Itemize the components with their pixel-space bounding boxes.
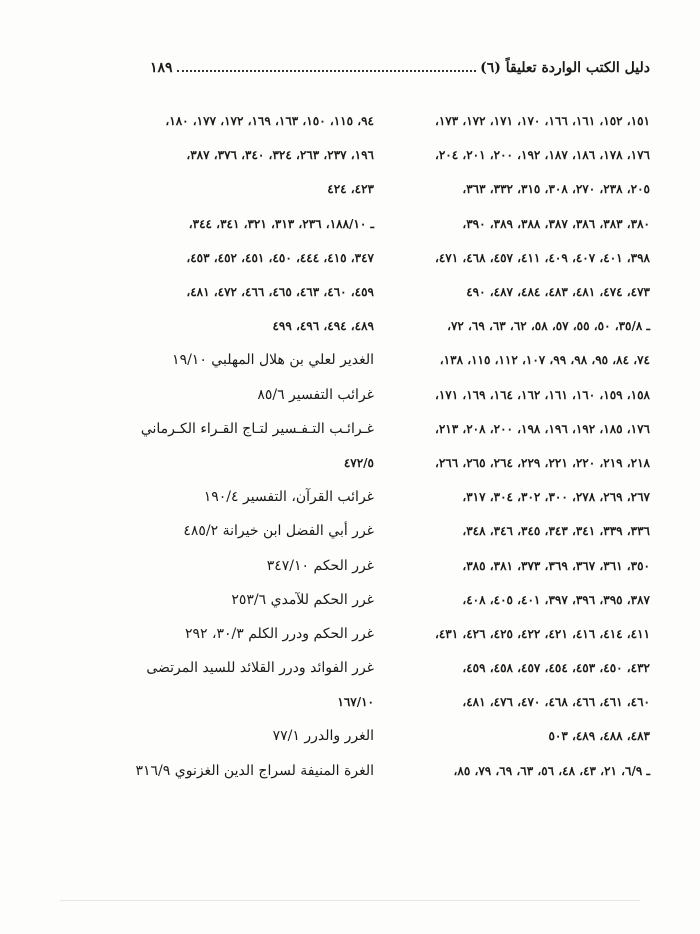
book-entry: غرر الفوائد ودرر القلائد للسيد المرتضى (146, 660, 374, 677)
index-line: ٤٨٩، ٤٩٤، ٤٩٦، ٤٩٩ (272, 319, 374, 334)
index-line: ٧٤، ٨٤، ٩٥، ٩٨، ٩٩، ١٠٧، ١١٢، ١١٥، ١٣٨، (439, 353, 650, 368)
book-entry: غرائب التفسير ٨٥/٦ (257, 386, 374, 403)
index-line: ١٦٧/١٠ (337, 695, 374, 710)
book-entry: غرر الحكم ودرر الكلم ٣٠/٣، ٢٩٢ (184, 625, 374, 642)
index-line: ـ ٦/٩، ٢١، ٤٣، ٤٨، ٥٦، ٦٣، ٦٩، ٧٩، ٨٥، (453, 763, 650, 778)
index-line: ٤١١، ٤١٤، ٤١٦، ٤٢١، ٤٢٢، ٤٢٥، ٤٢٦، ٤٣١، (434, 626, 650, 641)
index-line: ٤٨٣، ٤٨٨، ٤٨٩، ٥٠٣ (548, 729, 650, 744)
index-line: ١٥١، ١٥٢، ١٦١، ١٦٦، ١٧٠، ١٧١، ١٧٢، ١٧٣، (434, 114, 650, 129)
index-line: ٣٣٦، ٣٣٩، ٣٤١، ٣٤٣، ٣٤٥، ٣٤٦، ٣٤٨، (462, 524, 650, 539)
index-line: ـ ٣٥/٨، ٥٠، ٥٥، ٥٧، ٥٨، ٦٢، ٦٣، ٦٩، ٧٢، (447, 319, 650, 334)
page-edge-shadow (60, 900, 640, 901)
index-line: ٢١٨، ٢١٩، ٢٢٠، ٢٢١، ٢٢٩، ٢٦٤، ٢٦٥، ٢٦٦، (434, 455, 650, 470)
book-entry: الغرر والدرر ٧٧/١ (272, 728, 374, 745)
header-leader-dots (177, 60, 477, 72)
index-column-left (135, 104, 374, 788)
index-line: ٤٥٩، ٤٦٠، ٤٦٣، ٤٦٥، ٤٦٦، ٤٧٢، ٤٨١، (186, 285, 374, 300)
index-line: ٤٧٣، ٤٧٤، ٤٨١، ٤٨٣، ٤٨٤، ٤٨٧، ٤٩٠ (466, 285, 650, 300)
index-line: ٣٨٠، ٣٨٣، ٣٨٦، ٣٨٧، ٣٨٨، ٣٨٩، ٣٩٠، (462, 216, 650, 231)
running-header (150, 60, 650, 86)
book-entry: غـرائـب التـفـسير لتـاج القـراء الكـرماني (140, 420, 374, 437)
header-title: دليل الكتب الواردة تعليقاً (٦) (480, 60, 650, 76)
book-entry: غرر أبي الفضل ابن خيرانة ٤٨٥/٢ (183, 523, 374, 540)
book-entry: غرر الحكم للآمدي ٢٥٣/٦ (231, 591, 374, 608)
index-line: ١٩٦، ٢٣٧، ٢٦٣، ٣٢٤، ٣٤٠، ٣٧٦، ٣٨٧، (186, 148, 374, 163)
book-entry: الغدير لعلي بن هلال المهلبي ١٩/١٠ (172, 352, 374, 369)
book-entry: غرائب القرآن، التفسير ١٩٠/٤ (203, 489, 374, 506)
index-line: ٣٩٨، ٤٠١، ٤٠٧، ٤٠٩، ٤١١، ٤٥٧، ٤٦٨، ٤٧١، (434, 250, 650, 265)
index-line: ـ ١٨٨/١٠، ٢٣٦، ٣١٣، ٣٢١، ٣٤١، ٣٤٤، (188, 216, 374, 231)
book-entry: الغرة المنيفة لسراج الدين الغزنوي ٣١٦/٩ (135, 762, 374, 779)
index-line: ١٧٦، ١٧٨، ١٨٦، ١٨٧، ١٩٢، ٢٠٠، ٢٠١، ٢٠٤، (434, 148, 650, 163)
index-line: ٣٨٧، ٣٩٥، ٣٩٦، ٣٩٧، ٤٠١، ٤٠٥، ٤٠٨، (462, 592, 650, 607)
index-line: ٢٦٧، ٢٦٩، ٢٧٨، ٣٠٠، ٣٠٢، ٣٠٤، ٣١٧، (462, 490, 650, 505)
index-line: ٤٧٢/٥ (343, 455, 374, 470)
index-line: ٣٥٠، ٣٦١، ٣٦٧، ٣٦٩، ٣٧٣، ٣٨١، ٣٨٥، (462, 558, 650, 573)
index-line: ١٧٦، ١٨٥، ١٩٢، ١٩٦، ١٩٨، ٢٠٠، ٢٠٨، ٢١٣، (434, 421, 650, 436)
index-line: ٩٤، ١١٥، ١٥٠، ١٦٣، ١٦٩، ١٧٢، ١٧٧، ١٨٠، (165, 114, 374, 129)
index-column-right (402, 104, 650, 788)
page-number: ١٨٩ (150, 60, 173, 76)
index-line: ٣٤٧، ٤١٥، ٤٤٤، ٤٥٠، ٤٥١، ٤٥٢، ٤٥٣، (186, 250, 374, 265)
index-line: ٢٠٥، ٢٣٨، ٢٧٠، ٣٠٨، ٣١٥، ٣٣٢، ٣٦٣، (462, 182, 650, 197)
index-line: ١٥٨، ١٥٩، ١٦٠، ١٦١، ١٦٢، ١٦٤، ١٦٩، ١٧١، (434, 387, 650, 402)
index-line: ٤٣٢، ٤٥٠، ٤٥٣، ٤٥٤، ٤٥٧، ٤٥٨، ٤٥٩، (462, 661, 650, 676)
index-line: ٤٢٣، ٤٢٤ (327, 182, 374, 197)
book-entry: غرر الحكم ٣٤٧/١٠ (266, 557, 374, 574)
index-line: ٤٦٠، ٤٦١، ٤٦٦، ٤٦٨، ٤٧٠، ٤٧٦، ٤٨١، (462, 695, 650, 710)
